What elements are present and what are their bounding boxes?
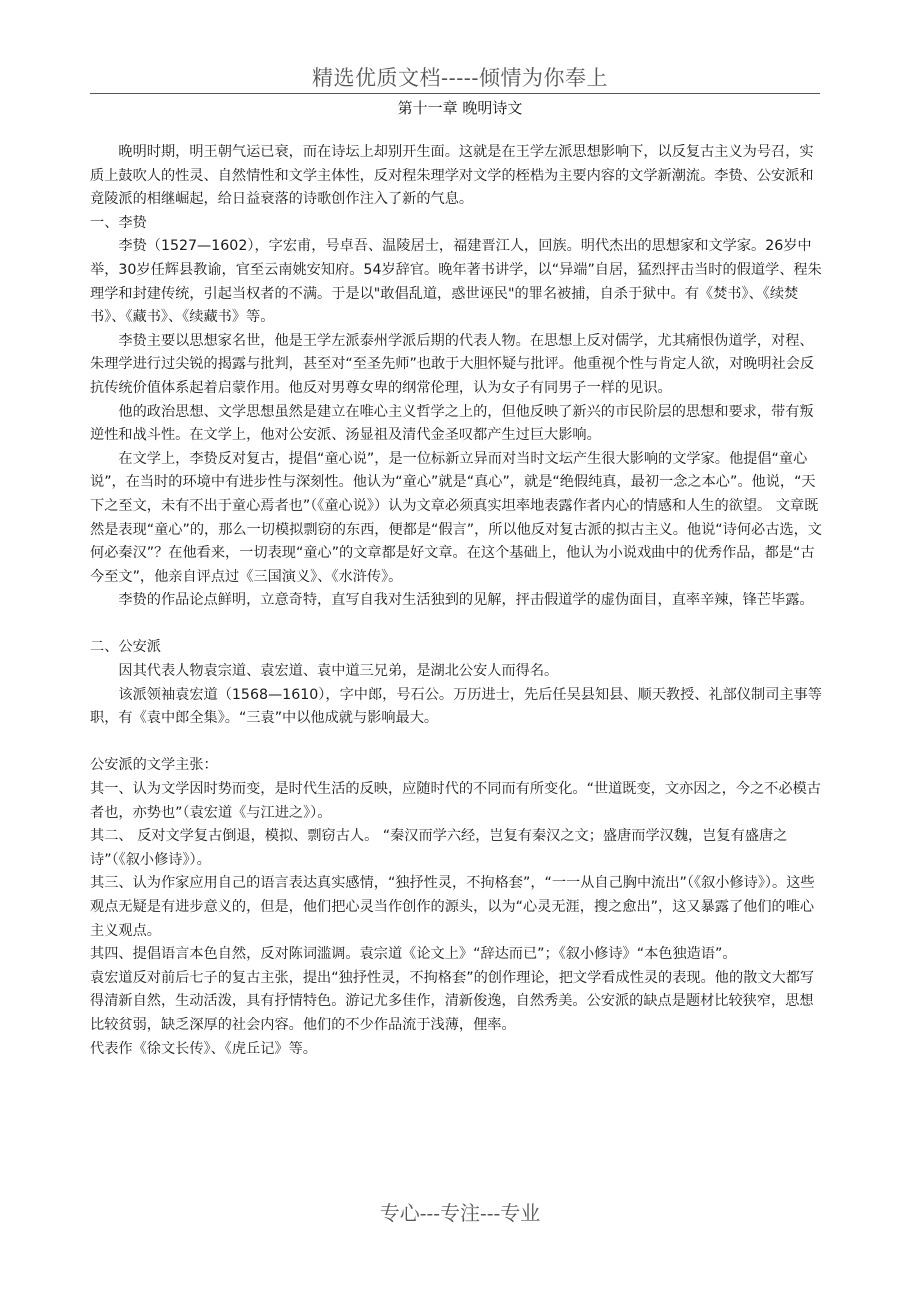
chapter-title: 第十一章 晚明诗文 [397, 99, 523, 117]
paragraph: 在文学上，李贽反对复古，提倡“童心说”，是一位标新立异而对当时文坛产生很大影响的文学家。他提倡“童心说”，在当时的环境中有进步性与深刻性。他认为“童心”就是“真心”，就是“绝假纯真，最初一念之本心”。他说，“天下之至文，未有不出于童心焉者也”（《童心说》）认为文章必须真实坦率地表露作者内心的情感和人生的欲望。 文章既然是表现“童心”的，那么一切模拟剽窃的东西，便都是“假言”，所以他反对复古派的拟古主义。他说“诗何必古选，文何必秦汉”？在他看来，一切表现“童心”的文章都是好文章。在这个基础上，他认为小说戏曲中的优秀作品，都是“古今至文”，他亲自评点过《三国演义》、《水浒传》。 [90, 450, 822, 585]
list-item: 代表作《徐文长传》、《虎丘记》等。 [90, 1040, 317, 1057]
paragraph: 因其代表人物袁宗道、袁宏道、袁中道三兄弟，是湖北公安人而得名。 [118, 663, 559, 680]
paragraph: 他的政治思想、文学思想虽然是建立在唯心主义哲学之上的，但他反映了新兴的市民阶层的思想和要求，带有叛逆性和战斗性。在文学上，他对公安派、汤显祖及清代金圣叹都产生过巨大影响。 [90, 403, 814, 444]
section-heading-li-zhi: 一、李贽 [90, 214, 147, 231]
paragraph: 李贽的作品论点鲜明，立意奇特，直写自我对生活独到的见解，抨击假道学的虚伪面目，直率辛辣，锋芒毕露。 [118, 592, 814, 609]
section-heading-literary-views: 公安派的文学主张： [90, 757, 218, 774]
paragraph: 该派领袖袁宏道（1568—1610），字中郎，号石公。万历进士，先后任吴县知县、顺天教授、礼部仪制司主事等职，有《袁中郎全集》。“三袁”中以他成就与影响最大。 [90, 686, 822, 727]
paragraph: 李贽（1527—1602），字宏甫，号卓吾、温陵居士，福建晋江人，回族。明代杰出的思想家和文学家。26岁中举，30岁任辉县教谕，官至云南姚安知府。54岁辞官。晚年著书讲学，以“异端”自居，猛烈抨击当时的假道学、程朱理学和封建传统，引起当权者的不满。于是以"敢倡乱道，惑世诬民"的罪名被捕，自杀于狱中。有《焚书》、《续焚书》、《藏书》、《续藏书》等。 [90, 238, 822, 326]
list-item: 其一、认为文学因时势而变，是时代生活的反映，应随时代的不同而有所变化。“世道既变，文亦因之，今之不必模古者也，亦势也”（袁宏道《与江进之》）。 [90, 781, 821, 821]
header-rule [90, 93, 820, 94]
list-item: 其二、 反对文学复古倒退，模拟、剽窃古人。 “秦汉而学六经，岂复有秦汉之文；盛唐而学汉魏，岂复有盛唐之诗”（《叙小修诗》）。 [90, 828, 788, 868]
document-body [90, 141, 826, 1061]
list-item: 其三、认为作家应用自己的语言表达真实感情，“独抒性灵，不拘格套”，“一一从自己胸中流出”（《叙小修诗》）。这些观点无疑是有进步意义的，但是，他们把心灵当作创作的源头，以为“心灵无涯，搜之愈出”，这又暴露了他们的唯心主义观点。 [90, 875, 815, 939]
blank-line [90, 731, 826, 755]
paragraph: 李贽主要以思想家名世，他是王学左派泰州学派后期的代表人物。在思想上反对儒学，尤其痛恨伪道学，对程、朱理学进行过尖锐的揭露与批判，甚至对“至圣先师”也敢于大胆怀疑与批评。他重视个性与肯定人欲，对晚明社会反抗传统价值体系起着启蒙作用。他反对男尊女卑的纲常伦理，认为女子有同男子一样的见识。 [90, 332, 815, 396]
list-item: 其四、提倡语言本色自然，反对陈词滥调。袁宗道《论文上》“辞达而已”；《叙小修诗》“本色独造语”。 [90, 946, 737, 963]
list-item: 袁宏道反对前后七子的复古主张，提出“独抒性灵，不拘格套”的创作理论，把文学看成性灵的表现。他的散文大都写得清新自然，生动活泼，具有抒情特色。游记尤多佳作，清新俊逸，自然秀美。公安派的缺点是题材比较狭窄，思想比较贫弱，缺乏深厚的社会内容。他们的不少作品流于浅薄，俚率。 [90, 969, 815, 1033]
page-footer: 专心---专注---专业 [379, 1201, 541, 1225]
intro-paragraph: 晚明时期，明王朝气运已衰，而在诗坛上却别开生面。这就是在王学左派思想影响下，以反复古主义为号召，实质上鼓吹人的性灵、自然情性和文学主体性，反对程朱理学对文学的桎梏为主要内容的文学新潮流。李贽、公安派和竟陵派的相继崛起，给日益衰落的诗歌创作注入了新的气息。 [90, 144, 814, 208]
page-header: 精选优质文档-----倾情为你奉上 [312, 66, 608, 90]
section-heading-gongan-school: 二、公安派 [90, 639, 161, 656]
blank-line [90, 613, 826, 637]
